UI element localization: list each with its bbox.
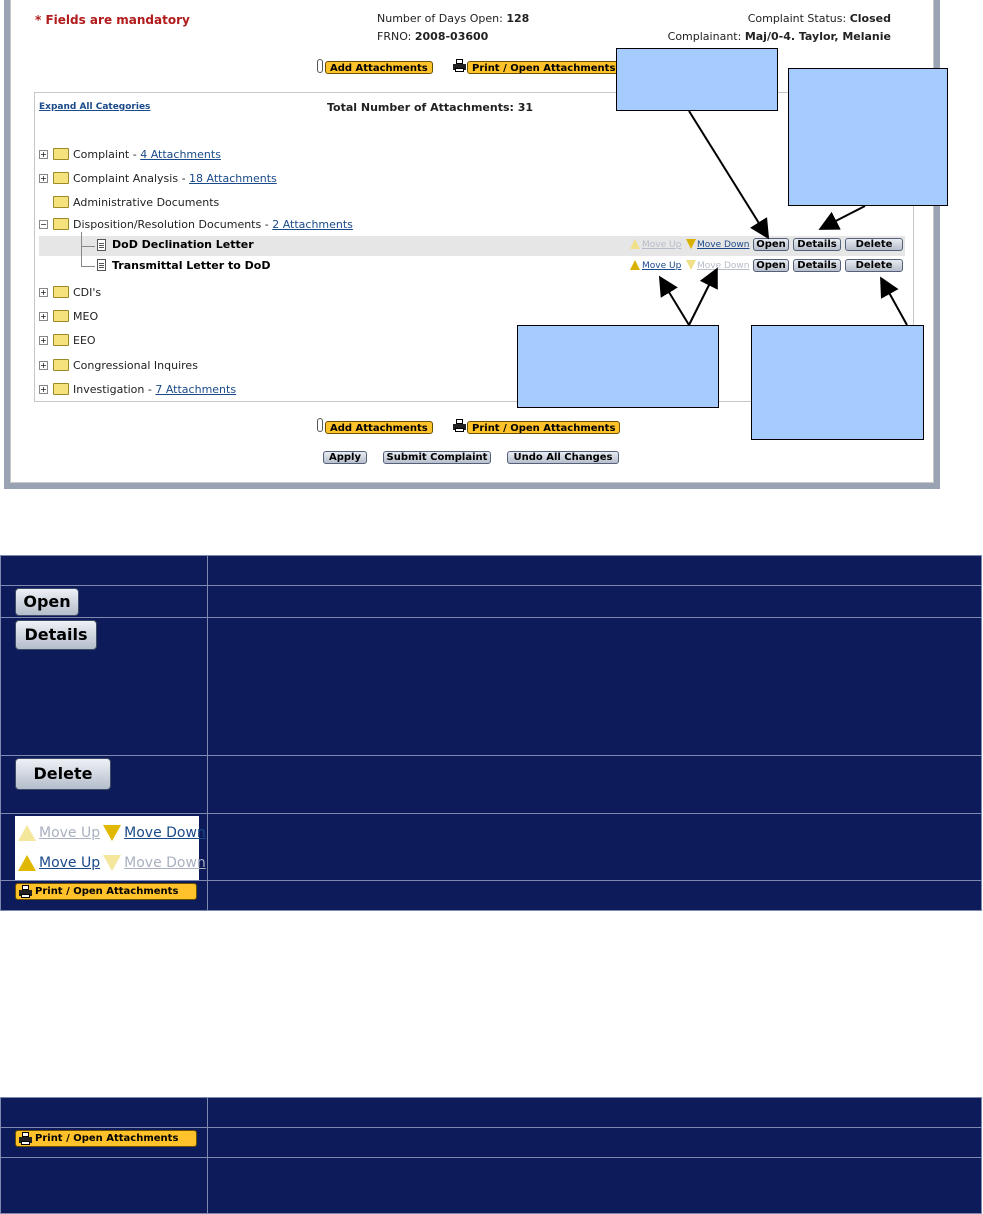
move-down-link: Move Down [697,261,750,271]
table-row [1,814,982,881]
undo-all-changes-button[interactable]: Undo All Changes [507,451,619,464]
arrow-open [689,111,767,236]
print-open-attachments-image [15,1130,197,1147]
move-up-link[interactable]: Move Up [642,261,682,271]
print-open-attachments-button-bottom[interactable]: Print / Open Attachments [467,421,620,434]
frno-value: 2008-03600 [414,30,489,43]
expand-all-link[interactable]: Expand All Categories [39,102,151,112]
category-name: Congressional Inquires [73,359,198,372]
submit-complaint-button[interactable]: Submit Complaint [383,451,491,464]
total-label: Total Number of Attachments: [327,101,514,114]
print-label: Print / Open Attachments [35,886,179,897]
move-up-link: Move Up [642,240,682,250]
table-row [1,1128,982,1158]
open-button-image: Open [15,588,79,616]
add-attachments-button-bottom[interactable]: Add Attachments [325,421,433,434]
attachments-link[interactable]: 18 Attachments [189,172,277,185]
table-row [1,618,982,756]
add-attachments-button-top[interactable]: Add Attachments [325,61,433,74]
document-title[interactable]: Transmittal Letter to DoD [112,259,271,272]
expand-icon[interactable]: + [40,385,47,394]
table-row [1,1158,982,1214]
category-name: Investigation [73,383,145,396]
collapse-icon[interactable]: − [40,220,47,229]
category-name: Disposition/Resolution Documents [73,218,262,231]
print-open-attachments-button-top[interactable]: Print / Open Attachments [467,61,620,74]
print-open-attachments-image [15,883,197,900]
print-options-table [0,1097,982,1214]
complainant-value: Maj/0-4. Taylor, Melanie [744,30,891,43]
move-up-label: Move Up [39,825,101,841]
expand-icon[interactable]: + [40,312,47,321]
open-button[interactable]: Open [753,238,789,251]
table-row [1,881,982,911]
arrow-delete [882,280,907,325]
move-down-label: Move Down [124,855,206,871]
expand-icon[interactable]: + [40,288,47,297]
open-button[interactable]: Open [753,259,789,272]
attachments-link[interactable]: 2 Attachments [272,218,353,231]
category-name: Complaint Analysis [73,172,179,185]
move-buttons-image [15,816,206,880]
move-up-label: Move Up [39,855,101,871]
document-title[interactable]: DoD Declination Letter [112,238,254,251]
arrow-details [822,206,865,228]
delete-button-image: Delete [15,758,111,790]
button-legend-table [0,555,982,911]
mandatory-note: * Fields are mandatory [35,13,190,27]
category-name: Complaint [73,148,130,161]
expand-icon[interactable]: + [40,150,47,159]
attachments-link[interactable]: 7 Attachments [155,383,237,396]
details-button-image: Details [15,620,97,650]
details-button[interactable]: Details [793,259,841,272]
print-label: Print / Open Attachments [35,1133,179,1144]
printer-icon [19,1132,32,1145]
arrow-move-up [661,279,689,325]
category-name: CDI's [73,286,102,299]
category-name: EEO [73,334,96,347]
expand-icon[interactable]: + [40,336,47,345]
table-row [1,586,982,618]
callout-arrows [0,0,983,490]
move-down-icon [103,825,121,841]
move-down-label: Move Down [124,825,206,841]
category-name: MEO [73,310,99,323]
status-value: Closed [849,12,891,25]
move-up-icon [18,825,36,841]
table-header-row [1,556,982,586]
delete-button[interactable]: Delete [845,259,903,272]
category-name: Administrative Documents [73,196,220,209]
delete-button[interactable]: Delete [845,238,903,251]
move-up-icon [18,855,36,871]
days-open-value: 128 [506,12,530,25]
attachments-tree: Expand All Categories Total Number of Attachments: 31 + Complaint - 4 Attachments + Complaint Analysis - 18 Attachments Administrative Documents − Disposition/Resolution Documents - 2 Attachments DoD Declination Letter Move Up Move Down Open Details Delete Transmittal Letter to DoD Move Up Move Down Open Details Delete + CDI's + MEO + EEO + Congressional Inquires + Investigation - 7 Attachments [34,92,914,402]
complainant-label: Complainant: [667,30,742,43]
attachments-link[interactable]: 4 Attachments [140,148,221,161]
days-open-label: Number of Days Open: [377,12,503,25]
details-button[interactable]: Details [793,238,841,251]
expand-icon[interactable]: + [40,174,47,183]
status-label: Complaint Status: [747,12,847,25]
move-down-icon [103,855,121,871]
table-header-row [1,1098,982,1128]
expand-icon[interactable]: + [40,361,47,370]
frno-label: FRNO: [377,30,412,43]
apply-button[interactable]: Apply [323,451,367,464]
table-row [1,756,982,814]
printer-icon [19,885,32,898]
total-value: 31 [517,101,534,114]
move-down-link[interactable]: Move Down [697,240,750,250]
arrow-move-down [689,271,716,325]
